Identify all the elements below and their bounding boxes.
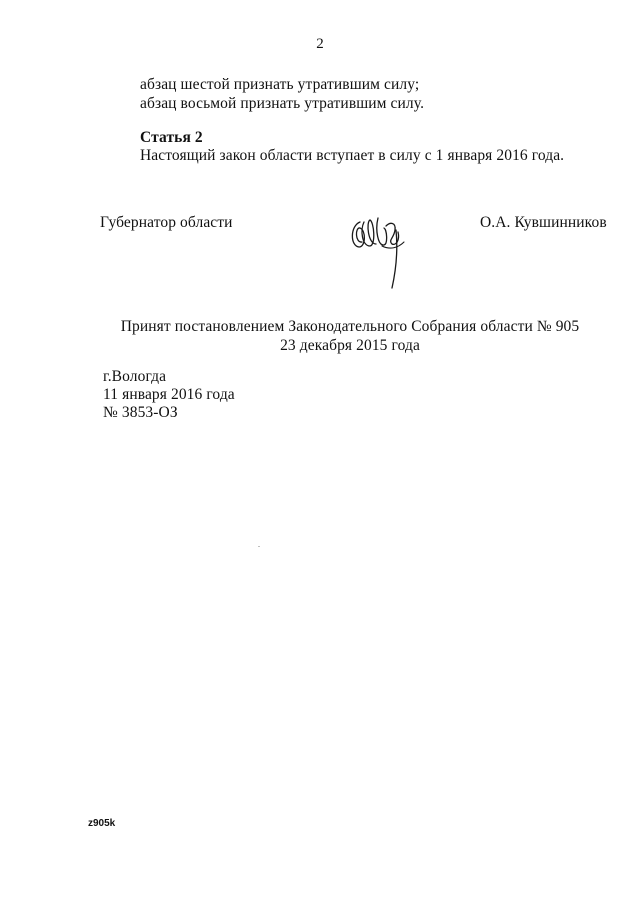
adoption-line-2: 23 декабря 2015 года <box>280 337 420 354</box>
scan-speck <box>258 546 260 547</box>
governor-title: Губернатор области <box>100 214 233 231</box>
law-number: № 3853-ОЗ <box>103 404 178 421</box>
page-number: 2 <box>316 36 324 52</box>
body-line-1: абзац шестой признать утратившим силу; <box>140 76 420 93</box>
body-line-2: абзац восьмой признать утратившим силу. <box>140 95 425 112</box>
governor-name: О.А. Кувшинников <box>480 214 607 231</box>
article-text: Настоящий закон области вступает в силу с 1 января 2016 года. <box>140 147 565 164</box>
handwritten-signature <box>342 200 417 300</box>
city: г.Вологда <box>103 368 167 385</box>
adoption-line-1: Принят постановлением Законодательного Собрания области № 905 <box>120 318 580 335</box>
signing-date: 11 января 2016 года <box>103 386 235 403</box>
footer-code: z905k <box>88 818 116 829</box>
article-heading: Статья 2 <box>140 129 203 146</box>
